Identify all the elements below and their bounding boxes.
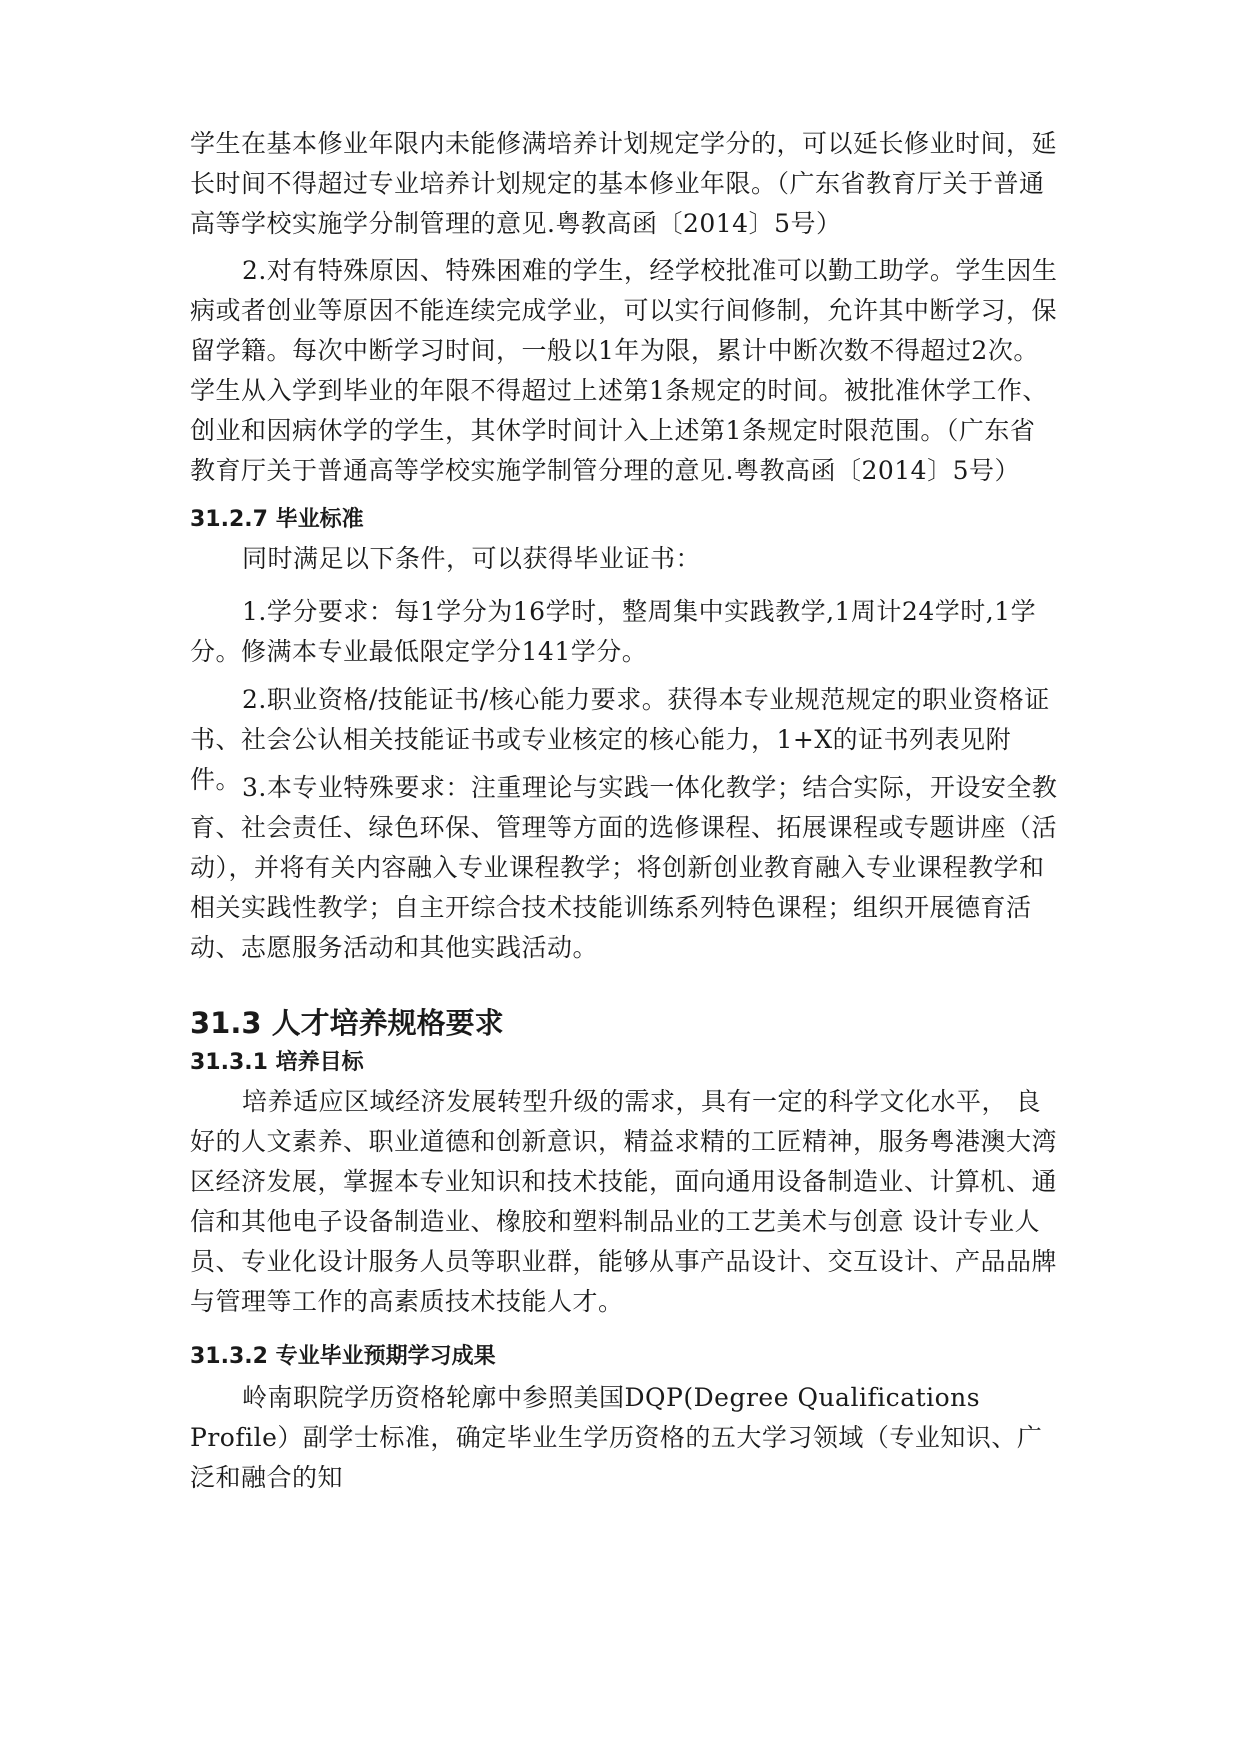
graduation-item-1: 1.学分要求：每1学分为16学时，整周集中实践教学,1周计24学时,1学分。修满本专业最低限定学分141学分。 xyxy=(190,597,1037,666)
graduation-item-2: 2.职业资格/技能证书/核心能力要求。获得本专业规范规定的职业资格证书、社会公认相关技能证书或专业核定的核心能力，1+X的证书列表见附件。 xyxy=(190,685,1050,794)
graduation-intro: 同时满足以下条件，可以获得毕业证书： xyxy=(242,544,702,573)
heading-31-3: 31.3 人才培养规格要求 xyxy=(190,1006,504,1040)
learning-outcomes-paragraph: 岭南职院学历资格轮廓中参照美国DQP(Degree Qualifications Profile）副学士标准，确定毕业生学历资格的五大学习领域（专业知识、广泛和融合的知 xyxy=(190,1383,1043,1492)
intro-paragraph: 学生在基本修业年限内未能修满培养计划规定学分的，可以延长修业时间，延长时间不得超过专业培养计划规定的基本修业年限。（广东省教育厅关于普通高等学校实施学分制管理的意见.粤教高函〔2014〕5号） xyxy=(190,129,1058,238)
heading-31-3-1: 31.3.1 培养目标 xyxy=(190,1050,364,1075)
graduation-item-3: 3.本专业特殊要求：注重理论与实践一体化教学；结合实际，开设安全教育、社会责任、绿色环保、管理等方面的选修课程、拓展课程或专题讲座（活动），并将有关内容融入专业课程教学；将创新创业教育融入专业课程教学和相关实践性教学；自主开综合技术技能训练系列特色课程；组织开展德育活动、志愿服务活动和其他实践活动。 xyxy=(190,773,1058,962)
paragraph-item-2: 2.对有特殊原因、特殊困难的学生，经学校批准可以勤工助学。学生因生病或者创业等原因不能连续完成学业，可以实行间修制，允许其中断学习，保留学籍。每次中断学习时间，一般以1年为限，累计中断次数不得超过2次。学生从入学到毕业的年限不得超过上述第1条规定的时间。被批准休学工作、创业和因病休学的学生，其休学时间计入上述第1条规定时限范围。（广东省教育厅关于普通高等学校实施学制管分理的意见.粤教高函〔2014〕5号） xyxy=(190,256,1058,485)
heading-31-2-7: 31.2.7 毕业标准 xyxy=(190,507,364,532)
heading-31-3-2: 31.3.2 专业毕业预期学习成果 xyxy=(190,1344,496,1369)
training-objective-paragraph: 培养适应区域经济发展转型升级的需求，具有一定的科学文化水平， 良好的人文素养、职业道德和创新意识，精益求精的工匠精神，服务粤港澳大湾区经济发展，掌握本专业知识和技术技能，面向通用设备制造业、计算机、通信和其他电子设备制造业、橡胶和塑料制品业的工艺美术与创意 设计专业人员、专业化设计服务人员等职业群，能够从事产品设计、交互设计、产品品牌与管理等工作的高素质技术技能人才。 xyxy=(190,1087,1058,1316)
